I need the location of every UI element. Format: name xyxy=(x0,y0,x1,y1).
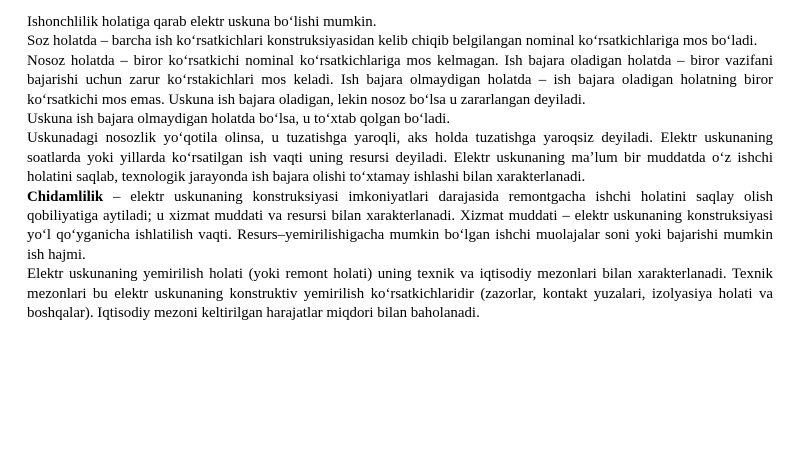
paragraph: Uskuna ish bajara olmaydigan holatda boʻlsa, u toʻxtab qolgan boʻladi. xyxy=(27,111,451,128)
defined-term: Chidamlilik xyxy=(27,188,104,205)
document-body xyxy=(27,13,773,324)
paragraph: Nosoz holatda – biror koʻrsatkichi nominal koʻrsatkichlariga mos kelmagan. Ish bajara oladigan holatda – biror vazifani bajarishi uchun zarur koʻrstakichlari mos keladi. Ish bajara olmaydigan holatda – ish bajara oladigan holatning biror koʻrsatkichi mos emas. Uskuna ish bajara oladigan, lekin nosoz boʻlsa u zararlangan deyiladi. xyxy=(27,52,773,108)
paragraph-text: – elektr uskunaning konstruksiyasi imkoniyatlari darajasida remontgacha ishchi holatini saqlay olish qobiliyatiga aytiladi; u xizmat muddati va resursi bilan xarakterlanadi. Xizmat muddati – elektr uskunaning konstruksiyasi yoʻl qoʻyganicha ishlatilish vaqti. Resurs–yemirilishigacha mumkin boʻlgan ishchi muolajalar soni yoki bajarishi mumkin ish hajmi. xyxy=(27,188,773,263)
paragraph: Elektr uskunaning yemirilish holati (yoki remont holati) uning texnik va iqtisodiy mezonlari bilan xarakterlanadi. Texnik mezonlari bu elektr uskunaning konstruktiv yemirilish koʻrsatkichlaridir (zazorlar, kontakt yuzalari, izolyasiya holati va boshqalar). Iqtisodiy mezoni keltirilgan harajatlar miqdori bilan baholanadi. xyxy=(27,266,773,322)
paragraph xyxy=(27,188,773,266)
paragraph: Uskunadagi nosozlik yoʻqotila olinsa, u tuzatishga yaroqli, aks holda tuzatishga yaroqsiz deyiladi. Elektr uskunaning soatlarda yoki yillarda koʻrsatilgan ish vaqti uning resursi deyiladi. Elektr uskunaning maʼlum bir muddatda oʻz ishchi holatini saqlab, texnologik jarayonda ish bajara olishi toʻxtamay ishlashi bilan xarakterlanadi. xyxy=(27,130,773,186)
paragraph: Soz holatda – barcha ish koʻrsatkichlari konstruksiyasidan kelib chiqib belgilangan nominal koʻrsatkichlariga mos boʻladi. xyxy=(27,33,758,50)
paragraph: Ishonchlilik holatiga qarab elektr uskuna boʻlishi mumkin. xyxy=(27,14,377,30)
